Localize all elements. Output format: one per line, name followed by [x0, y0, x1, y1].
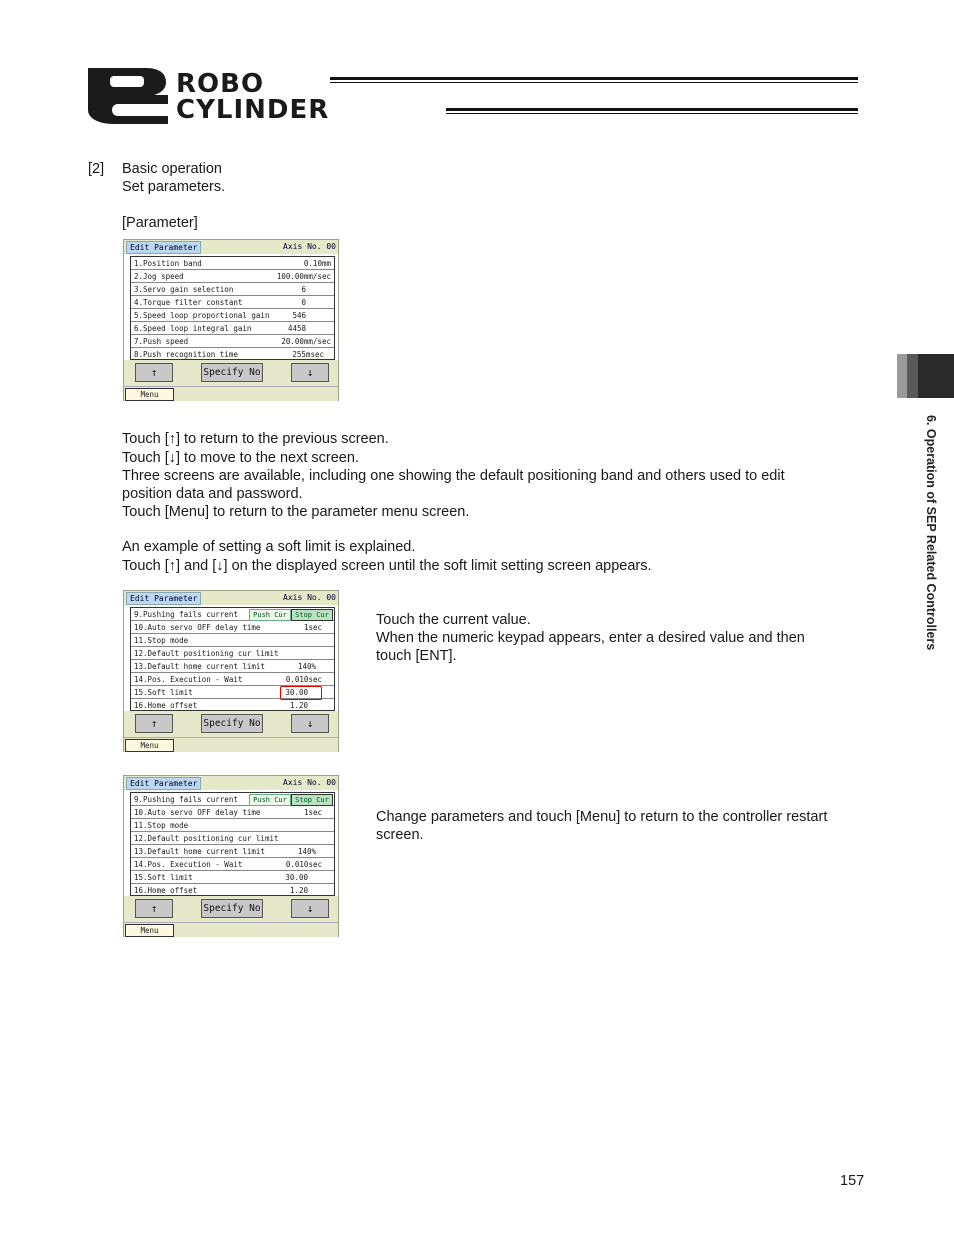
screen-title-bar: [124, 240, 338, 254]
parameter-value[interactable]: 0.10mm: [303, 259, 331, 268]
note-text: Touch the current value.: [376, 612, 531, 628]
parameter-label: 10.Auto servo OFF delay time: [134, 623, 261, 632]
parameter-list: [130, 607, 335, 711]
parameter-label: 13.Default home current limit: [134, 662, 265, 671]
page-up-button[interactable]: ↑: [135, 714, 173, 733]
body-text: Touch [↓] to move to the next screen.: [122, 450, 359, 466]
parameter-row[interactable]: [131, 608, 334, 621]
parameter-row[interactable]: [131, 309, 334, 322]
parameter-value[interactable]: 0.010sec: [285, 675, 322, 684]
section-subtitle: Set parameters.: [122, 179, 226, 195]
screen-bottom-bar: [124, 922, 338, 937]
header-rule: [446, 108, 858, 111]
parameter-label: 11.Stop mode: [134, 636, 189, 645]
parameter-value[interactable]: 140%: [297, 847, 316, 856]
parameter-row[interactable]: [131, 621, 334, 634]
parameter-row[interactable]: [131, 322, 334, 335]
menu-button[interactable]: Menu: [125, 924, 174, 937]
screen-bottom-bar: [124, 386, 338, 401]
parameter-row[interactable]: [131, 270, 334, 283]
parameter-label: 10.Auto servo OFF delay time: [134, 808, 261, 817]
header-rule: [330, 82, 858, 83]
parameter-value[interactable]: 20.00mm/sec: [281, 337, 331, 346]
logo-text-robo: ROBO: [176, 69, 265, 99]
body-text: Touch [↑] and [↓] on the displayed screen until the soft limit setting screen appears.: [122, 558, 652, 574]
parameter-row[interactable]: [131, 845, 334, 858]
note-text: When the numeric keypad appears, enter a desired value and then: [376, 630, 805, 646]
parameter-label: 14.Pos. Execution - Wait: [134, 675, 243, 684]
parameter-value[interactable]: 0.010sec: [285, 860, 322, 869]
parameter-row[interactable]: [131, 283, 334, 296]
parameter-label: 1.Position band: [134, 259, 202, 268]
body-text: Touch [↑] to return to the previous screen.: [122, 431, 389, 447]
parameter-label: 2.Jog speed: [134, 272, 184, 281]
parameter-row[interactable]: [131, 686, 334, 699]
parameter-list: [130, 256, 335, 360]
stop-cur-button[interactable]: Stop Cur: [291, 794, 333, 806]
body-text: An example of setting a soft limit is explained.: [122, 539, 416, 555]
section-number: [2]: [88, 161, 105, 177]
header-rule: [446, 113, 858, 114]
screen-title: Edit Parameter: [126, 777, 201, 790]
parameter-label: 9.Pushing fails current: [134, 795, 238, 804]
parameter-label: 16.Home offset: [134, 701, 198, 710]
parameter-label: 7.Push speed: [134, 337, 189, 346]
parameter-label: 12.Default positioning cur limit: [134, 649, 279, 658]
screen-button-bar: [124, 360, 338, 386]
push-cur-button[interactable]: Push Cur: [249, 794, 291, 806]
parameter-row[interactable]: [131, 832, 334, 845]
parameter-label: 4.Torque filter constant: [134, 298, 243, 307]
menu-button[interactable]: Menu: [125, 739, 174, 752]
parameter-label: 12.Default positioning cur limit: [134, 834, 279, 843]
parameter-row[interactable]: [131, 806, 334, 819]
parameter-row[interactable]: [131, 257, 334, 270]
screen-button-bar: [124, 896, 338, 922]
robo-cylinder-logo: [88, 68, 170, 124]
axis-number: Axis No. 00: [283, 778, 336, 787]
axis-number: Axis No. 00: [283, 593, 336, 602]
page-number: 157: [840, 1173, 865, 1189]
soft-limit-value[interactable]: 30.00: [285, 688, 308, 697]
parameter-row[interactable]: [131, 858, 334, 871]
parameter-label: 13.Default home current limit: [134, 847, 265, 856]
header-rule: [330, 77, 858, 80]
parameter-label: 14.Pos. Execution - Wait: [134, 860, 243, 869]
specify-no-button[interactable]: Specify No: [201, 714, 263, 733]
parameter-row[interactable]: [131, 647, 334, 660]
side-tab-marker: [918, 354, 954, 398]
parameter-value[interactable]: 0: [301, 298, 306, 307]
parameter-label: 9.Pushing fails current: [134, 610, 238, 619]
page-up-button[interactable]: ↑: [135, 899, 173, 918]
screen-title: Edit Parameter: [126, 592, 201, 605]
parameter-screen-2: [123, 590, 339, 752]
parameter-row[interactable]: [131, 673, 334, 686]
parameter-value[interactable]: 1sec: [303, 808, 322, 817]
push-cur-button[interactable]: Push Cur: [249, 609, 291, 621]
axis-number: Axis No. 00: [283, 242, 336, 251]
body-text: Touch [Menu] to return to the parameter menu screen.: [122, 504, 470, 520]
parameter-label: 5.Speed loop proportional gain: [134, 311, 270, 320]
logo-text-cylinder: CYLINDER: [176, 95, 330, 125]
side-tab-marker: [897, 354, 907, 398]
parameter-row[interactable]: [131, 819, 334, 832]
parameter-value[interactable]: 546: [292, 311, 306, 320]
body-text: position data and password.: [122, 486, 303, 502]
parameter-row[interactable]: [131, 793, 334, 806]
screen-title-bar: [124, 776, 338, 790]
parameter-screen-3: [123, 775, 339, 937]
note-text: Change parameters and touch [Menu] to return to the controller restart: [376, 809, 828, 825]
screen-button-bar: [124, 711, 338, 737]
page-up-button[interactable]: ↑: [135, 363, 173, 382]
parameter-value[interactable]: 4458: [287, 324, 306, 333]
specify-no-button[interactable]: Specify No: [201, 899, 263, 918]
parameter-screen-1: [123, 239, 339, 401]
page-down-button[interactable]: ↓: [291, 714, 329, 733]
menu-button[interactable]: Menu: [125, 388, 174, 401]
stop-cur-button[interactable]: Stop Cur: [291, 609, 333, 621]
parameter-row[interactable]: [131, 335, 334, 348]
note-text: touch [ENT].: [376, 648, 457, 664]
screen-title-bar: [124, 591, 338, 605]
parameter-label: 3.Servo gain selection: [134, 285, 234, 294]
note-text: screen.: [376, 827, 424, 843]
parameter-value[interactable]: 6: [301, 285, 306, 294]
parameter-value[interactable]: 1.20: [289, 701, 308, 710]
body-text: Three screens are available, including one showing the default positioning band and others used to edit: [122, 468, 785, 484]
parameter-label: 15.Soft limit: [134, 873, 193, 882]
parameter-label: 6.Speed loop integral gain: [134, 324, 252, 333]
page-down-button[interactable]: ↓: [291, 363, 329, 382]
chapter-label: 6. Operation of SEP Related Controllers: [924, 415, 938, 651]
parameter-row[interactable]: [131, 296, 334, 309]
specify-no-button[interactable]: Specify No: [201, 363, 263, 382]
parameter-label: 11.Stop mode: [134, 821, 189, 830]
parameter-label: 8.Push recognition time: [134, 350, 238, 359]
parameter-row[interactable]: [131, 634, 334, 647]
screen-title: Edit Parameter: [126, 241, 201, 254]
parameter-label: 16.Home offset: [134, 886, 198, 895]
parameter-caption: [Parameter]: [122, 215, 198, 231]
parameter-list: [130, 792, 335, 896]
side-tab-marker: [907, 354, 918, 398]
parameter-value[interactable]: 1sec: [303, 623, 322, 632]
parameter-value[interactable]: 255msec: [292, 350, 324, 359]
parameter-value[interactable]: 30.00: [285, 873, 308, 882]
parameter-label: 15.Soft limit: [134, 688, 193, 697]
parameter-row[interactable]: [131, 871, 334, 884]
section-title: Basic operation: [122, 161, 222, 177]
parameter-value[interactable]: 140%: [297, 662, 316, 671]
page-down-button[interactable]: ↓: [291, 899, 329, 918]
screen-bottom-bar: [124, 737, 338, 752]
parameter-row[interactable]: [131, 660, 334, 673]
parameter-value[interactable]: 100.00mm/sec: [276, 272, 331, 281]
parameter-value[interactable]: 1.20: [289, 886, 308, 895]
